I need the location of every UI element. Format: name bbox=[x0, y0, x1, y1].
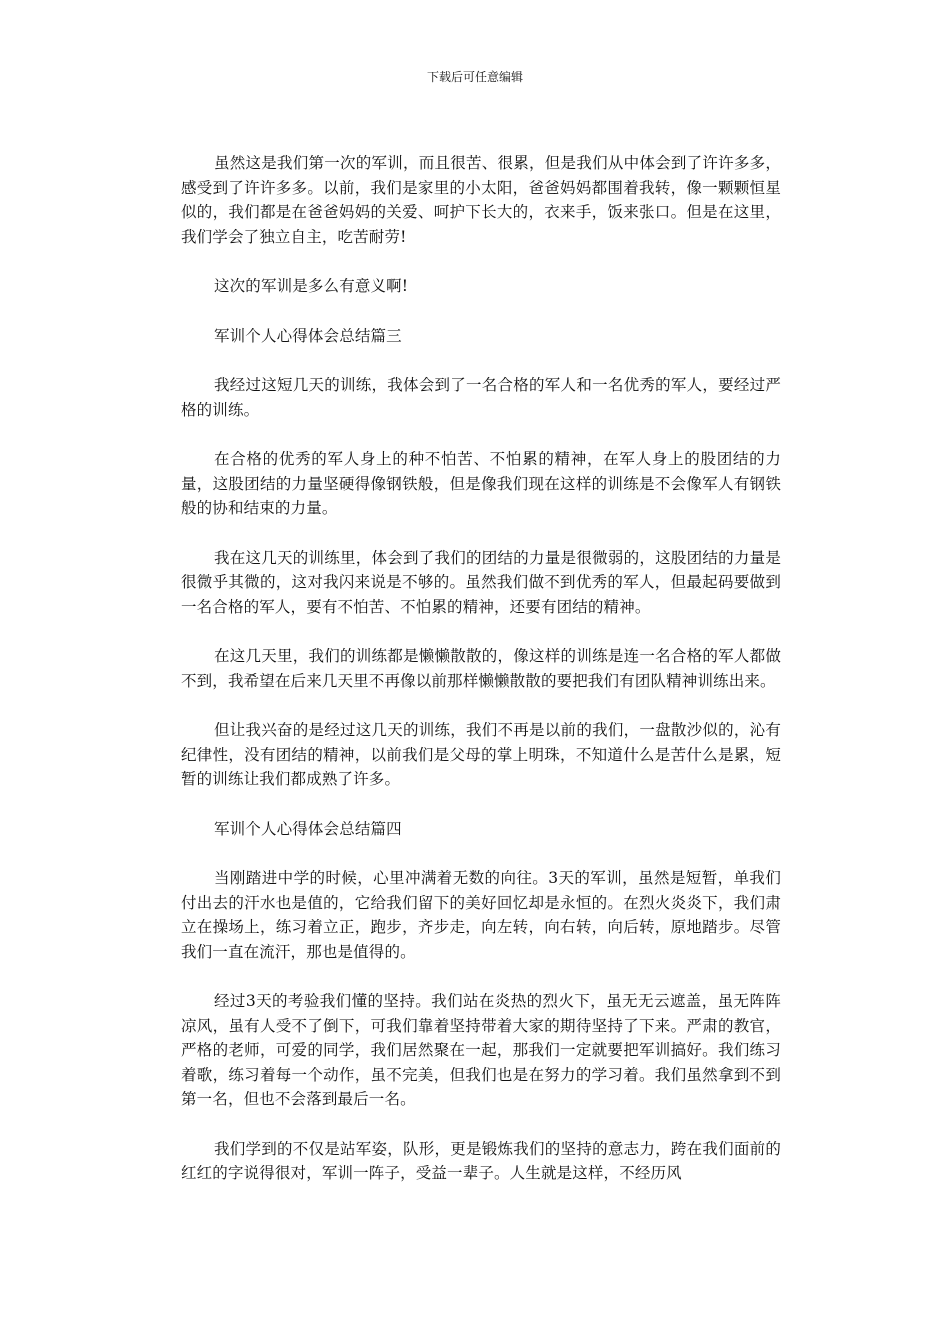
paragraph: 当刚踏进中学的时候，心里冲满着无数的向往。3天的军训，虽然是短暂，单我们付出去的汗水也是值的，它给我们留下的美好回忆却是永恒的。在烈火炎炎下，我们肃立在操场上，练习着立正，跑步，齐步走，向左转，向右转，向后转，原地踏步。尽管我们一直在流汗，那也是值得的。 bbox=[181, 869, 781, 961]
paragraph: 我在这几天的训练里，体会到了我们的团结的力量是很微弱的，这股团结的力量是很微乎其微的，这对我闪来说是不够的。虽然我们做不到优秀的军人，但最起码要做到一名合格的军人，要有不怕苦、不怕累的精神，还要有团结的精神。 bbox=[181, 548, 781, 616]
document-body bbox=[181, 151, 781, 1211]
paragraph: 在合格的优秀的军人身上的种不怕苦、不怕累的精神，在军人身上的股团结的力量，这股团结的力量坚硬得像钢铁般，但是像我们现在这样的训练是不会像军人有钢铁般的协和结束的力量。 bbox=[181, 450, 781, 517]
paragraph: 我经过这短几天的训练，我体会到了一名合格的军人和一名优秀的军人，要经过严格的训练。 bbox=[181, 376, 781, 419]
header-note: 下载后可任意编辑 bbox=[426, 70, 523, 84]
paragraph: 这次的军训是多么有意义啊! bbox=[214, 277, 409, 295]
paragraph: 在这几天里，我们的训练都是懒懒散散的，像这样的训练是连一名合格的军人都做不到，我希望在后来几天里不再像以前那样懒懒散散的要把我们有团队精神训练出来。 bbox=[181, 647, 781, 690]
section-heading: 军训个人心得体会总结篇四 bbox=[214, 819, 402, 838]
paragraph: 虽然这是我们第一次的军训，而且很苦、很累，但是我们从中体会到了许许多多，感受到了许许多多。以前，我们是家里的小太阳，爸爸妈妈都围着我转，像一颗颗恒星似的，我们都是在爸爸妈妈的关爱、呵护下长大的，衣来手，饭来张口。但是在这里，我们学会了独立自主，吃苦耐劳! bbox=[181, 154, 781, 246]
paragraph: 但让我兴奋的是经过这几天的训练，我们不再是以前的我们，一盘散沙似的，沁有纪律性，没有团结的精神，以前我们是父母的掌上明珠，不知道什么是苦什么是累，短暂的训练让我们都成熟了许多。 bbox=[181, 721, 781, 788]
paragraph: 我们学到的不仅是站军姿，队形，更是锻炼我们的坚持的意志力，跨在我们面前的红红的字说得很对，军训一阵子，受益一辈子。人生就是这样，不经历风 bbox=[181, 1139, 781, 1182]
paragraph: 经过3天的考验我们懂的坚持。我们站在炎热的烈火下，虽无无云遮盖，虽无阵阵凉风，虽有人受不了倒下，可我们靠着坚持带着大家的期待坚持了下来。严肃的教官，严格的老师，可爱的同学，我们居然聚在一起，那我们一定就要把军训搞好。我们练习着歌，练习着每一个动作，虽不完美，但我们也是在努力的学习着。我们虽然拿到不到第一名，但也不会落到最后一名。 bbox=[181, 992, 781, 1108]
section-heading: 军训个人心得体会总结篇三 bbox=[214, 326, 402, 345]
